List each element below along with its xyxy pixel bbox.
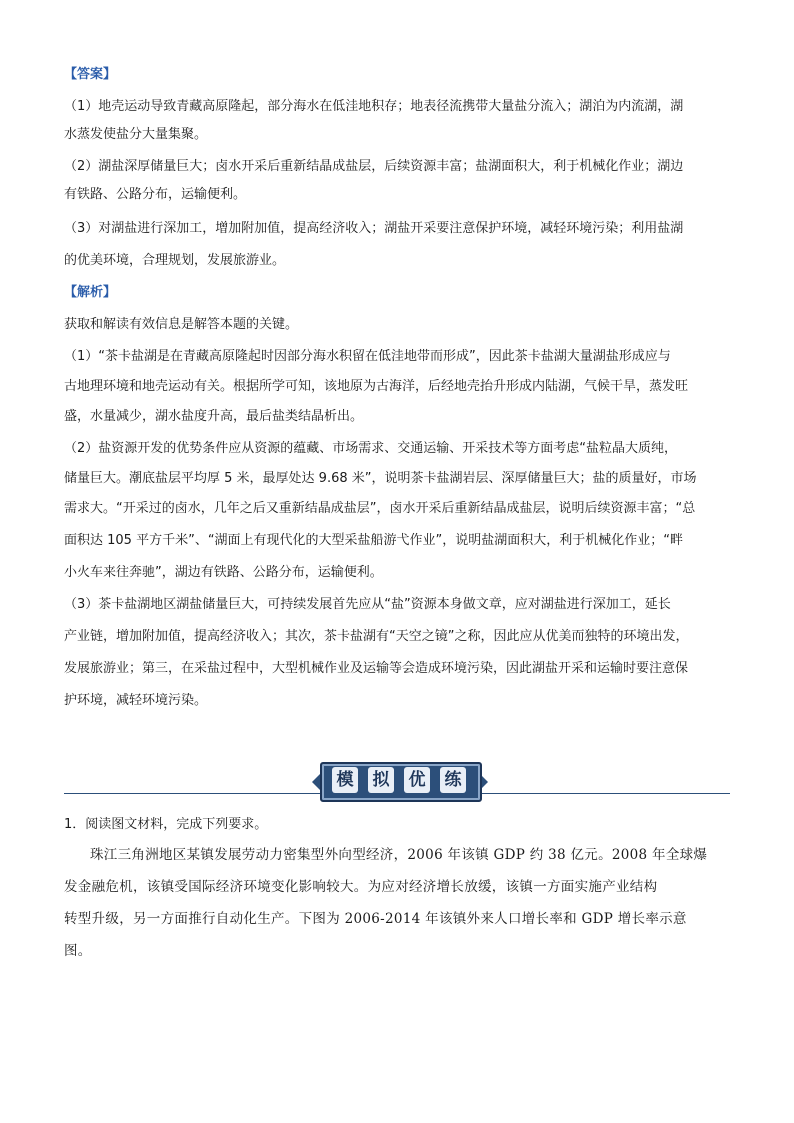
analysis-line: 古地理环境和地壳运动有关。根据所学可知，该地原为古海洋，后经地壳抬升形成内陆湖，气候干旱，蒸发旺: [64, 379, 689, 394]
analysis-line: 储量巨大。潮底盐层平均厚 5 米，最厚处达 9.68 米”，说明茶卡盐湖岩层、深厚储量巨大；盐的质量好，市场: [64, 471, 697, 486]
analysis-line: 面积达 105 平方千米”、“湖面上有现代化的大型采盐船游弋作业”，说明盐湖面积大，利于机械化作业；“畔: [64, 533, 684, 548]
banner-title: [320, 762, 478, 798]
question-material-line: 发金融危机，该镇受国际经济环境变化影响较大。为应对经济增长放缓，该镇一方面实施产业结构: [64, 879, 658, 895]
banner-char: 模: [332, 767, 358, 793]
question-material-line: 转型升级，另一方面推行自动化生产。下图为 2006-2014 年该镇外来人口增长率和 GDP 增长率示意: [64, 911, 687, 927]
answer-line: 有铁路、公路分布，运输便利。: [64, 187, 247, 202]
answer-line: （2）湖盐深厚储量巨大；卤水开采后重新结晶成盐层，后续资源丰富；盐湖面积大，利于机械化作业；湖边: [64, 159, 684, 174]
analysis-tag: 【解析】: [64, 285, 117, 300]
banner-char: 练: [440, 767, 466, 793]
analysis-line: 获取和解读有效信息是解答本题的关键。: [64, 317, 299, 332]
analysis-line: 需求大。“开采过的卤水，几年之后又重新结晶成盐层”，卤水开采后重新结晶成盐层，说明后续资源丰富；“总: [64, 501, 696, 516]
answer-line: （3）对湖盐进行深加工，增加附加值，提高经济收入；湖盐开采要注意保护环境，减轻环境污染；利用盐湖: [64, 221, 684, 236]
analysis-line: （3）茶卡盐湖地区湖盐储量巨大，可持续发展首先应从“盐”资源本身做文章，应对湖盐进行深加工，延长: [64, 597, 671, 612]
analysis-line: （2）盐资源开发的优势条件应从资源的蕴藏、市场需求、交通运输、开采技术等方面考虑“盐粒晶大质纯，: [64, 441, 678, 456]
analysis-line: 护环境，减轻环境污染。: [64, 693, 208, 708]
analysis-line: 小火车来往奔驰”，湖边有铁路、公路分布，运输便利。: [64, 565, 383, 580]
question-material-line: 图。: [64, 943, 92, 959]
question-stem: 1．阅读图文材料，完成下列要求。: [64, 817, 268, 832]
answer-line: 的优美环境，合理规划，发展旅游业。: [64, 253, 286, 268]
analysis-line: 发展旅游业；第三，在采盐过程中，大型机械作业及运输等会造成环境污染，因此湖盐开采和运输时要注意保: [64, 661, 689, 676]
section-banner: [312, 756, 488, 806]
analysis-line: （1）“茶卡盐湖是在青藏高原隆起时因部分海水积留在低洼地带而形成”，因此茶卡盐湖大量湖盐形成应与: [64, 349, 671, 364]
answer-line: 水蒸发使盐分大量集聚。: [64, 127, 208, 142]
banner-char: 优: [404, 767, 430, 793]
analysis-line: 产业链，增加附加值，提高经济收入；其次，茶卡盐湖有“天空之镜”之称，因此应从优美而独特的环境出发，: [64, 629, 689, 644]
banner-char: 拟: [368, 767, 394, 793]
analysis-line: 盛，水量减少，湖水盐度升高，最后盐类结晶析出。: [64, 409, 364, 424]
answer-tag: 【答案】: [64, 67, 117, 82]
answer-line: （1）地壳运动导致青藏高原隆起，部分海水在低洼地积存；地表径流携带大量盐分流入；湖泊为内流湖，湖: [64, 99, 684, 114]
question-material-line: 珠江三角洲地区某镇发展劳动力密集型外向型经济，2006 年该镇 GDP 约 38 亿元。2008 年全球爆: [90, 847, 708, 863]
